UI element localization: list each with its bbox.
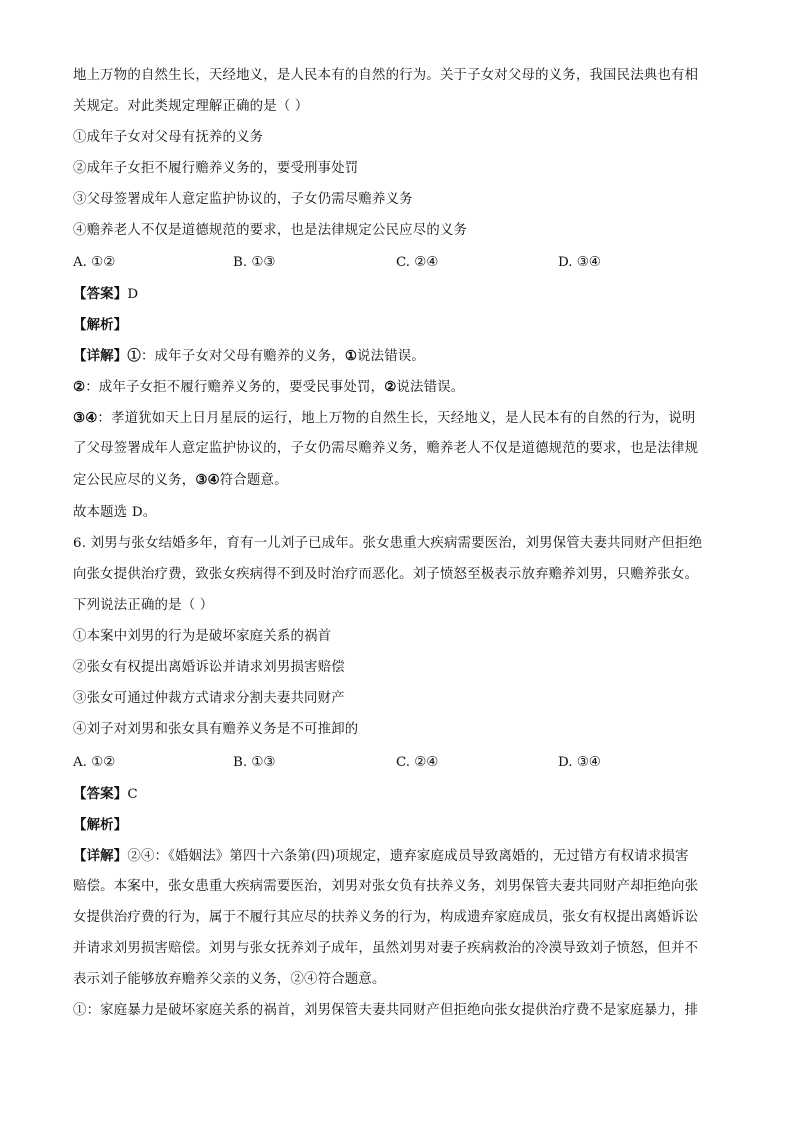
q6-stem-line-1: 6. 刘男与张女结婚多年，育有一儿刘子已成年。张女患重大疾病需要医治，刘男保管夫妻共同财产但拒绝 [73,536,703,551]
q6-item-4: ④刘子对刘男和张女具有赡养义务是不可推卸的 [73,722,359,737]
q6-option-a: A. ①② [73,755,116,770]
q6-option-d: D. ③④ [558,755,601,770]
q5-detail-line-3 [73,408,723,429]
detail-marker: ① [344,348,358,364]
detail-text: 说法错误。 [357,349,425,364]
q5-detail-line-2 [73,377,723,398]
q6-analysis-label: 【解析】 [73,817,128,833]
q6-stem-line-2: 向张女提供治疗费，致张女疾病得不到及时治疗而恶化。刘子愤怒至极表示放弃赡养刘男，只赡养张女。 [73,567,699,582]
q6-item-3: ③张女可通过仲裁方式请求分割夫妻共同财产 [73,691,345,706]
detail-marker: ② [73,379,86,395]
q5-option-c: C. ②④ [396,255,439,270]
answer-value: D [127,287,139,302]
detail-text: ：孝道犹如天上日月星辰的运行，地上万物的自然生长，天经地义，是人民本有的自然的行为，说明 [97,411,696,426]
detail-text: ②④：《婚姻法》第四十六条第(四)项规定，遗弃家庭成员导致离婚的，无过错方有权请求损害 [127,849,689,864]
answer-value: C [127,787,138,802]
q5-analysis-label: 【解析】 [73,317,128,333]
detail-marker: ① [127,348,141,364]
q5-detail-line-1 [73,346,723,367]
q6-item-2: ②张女有权提出离婚诉讼并请求刘男损害赔偿 [73,660,345,675]
q6-detail-line-3: 女提供治疗费的行为，属于不履行其应尽的扶养义务的行为，构成遗弃家庭成员，张女有权提出离婚诉讼 [73,910,699,925]
q5-detail-line-5 [73,470,723,491]
detail-text: 符合题意。 [219,473,288,488]
detail-text: ：成年子女拒不履行赡养义务的，要受民事处罚， [85,380,385,395]
detail-label: 【详解】 [73,348,128,364]
q5-item-4: ④赡养老人不仅是道德规范的要求，也是法律规定公民应尽的义务 [73,223,468,238]
q5-conclusion: 故本题选 D。 [73,505,157,520]
q6-option-c: C. ②④ [396,755,439,770]
q6-item-1: ①本案中刘男的行为是破坏家庭关系的祸首 [73,629,332,644]
q5-item-3: ③父母签署成年人意定监护协议的，子女仍需尽赡养义务 [73,192,413,207]
q5-item-2: ②成年子女拒不履行赡养义务的，要受刑事处罚 [73,161,359,176]
q5-option-d: D. ③④ [558,255,601,270]
answer-label: 【答案】 [73,786,128,802]
q5-stem-line-2: 关规定。对此类规定理解正确的是（ ） [73,99,309,114]
detail-text: 说法错误。 [396,380,465,395]
detail-label: 【详解】 [73,848,128,864]
answer-label: 【答案】 [73,286,128,302]
q6-detail-line-1 [73,846,723,867]
q6-option-b: B. ①③ [233,755,276,770]
q5-option-a: A. ①② [73,255,116,270]
detail-marker: ③④ [195,472,220,488]
q5-item-1: ①成年子女对父母有抚养的义务 [73,130,264,145]
detail-marker: ③④ [73,410,98,426]
detail-text: ：成年子女对父母有赡养的义务， [140,349,345,364]
q6-answer [73,784,723,805]
q6-detail-line-6: ①：家庭暴力是破坏家庭关系的祸首，刘男保管夫妻共同财产但拒绝向张女提供治疗费不是家庭暴力，排 [73,1003,699,1018]
detail-text: 定公民应尽的义务， [73,473,196,488]
detail-marker: ② [384,379,397,395]
q6-detail-line-2: 赔偿。本案中，张女患重大疾病需要医治，刘男对张女负有扶养义务，刘男保管夫妻共同财产却拒绝向张 [73,879,699,894]
q5-stem-line-1: 地上万物的自然生长，天经地义，是人民本有的自然的行为。关于子女对父母的义务，我国民法典也有相 [73,68,699,83]
q5-option-b: B. ①③ [233,255,276,270]
q5-answer [73,284,723,305]
q6-detail-line-5: 表示刘子能够放弃赡养父亲的义务，②④符合题意。 [73,972,386,987]
q6-stem-line-3: 下列说法正确的是（ ） [73,598,214,613]
q5-detail-line-4: 了父母签署成年人意定监护协议的，子女仍需尽赡养义务，赡养老人不仅是道德规范的要求，也是法律规 [73,441,699,456]
q6-detail-line-4: 并请求刘男损害赔偿。刘男与张女抚养刘子成年，虽然刘男对妻子疾病救治的冷漠导致刘子愤怒，但并不 [73,941,699,956]
